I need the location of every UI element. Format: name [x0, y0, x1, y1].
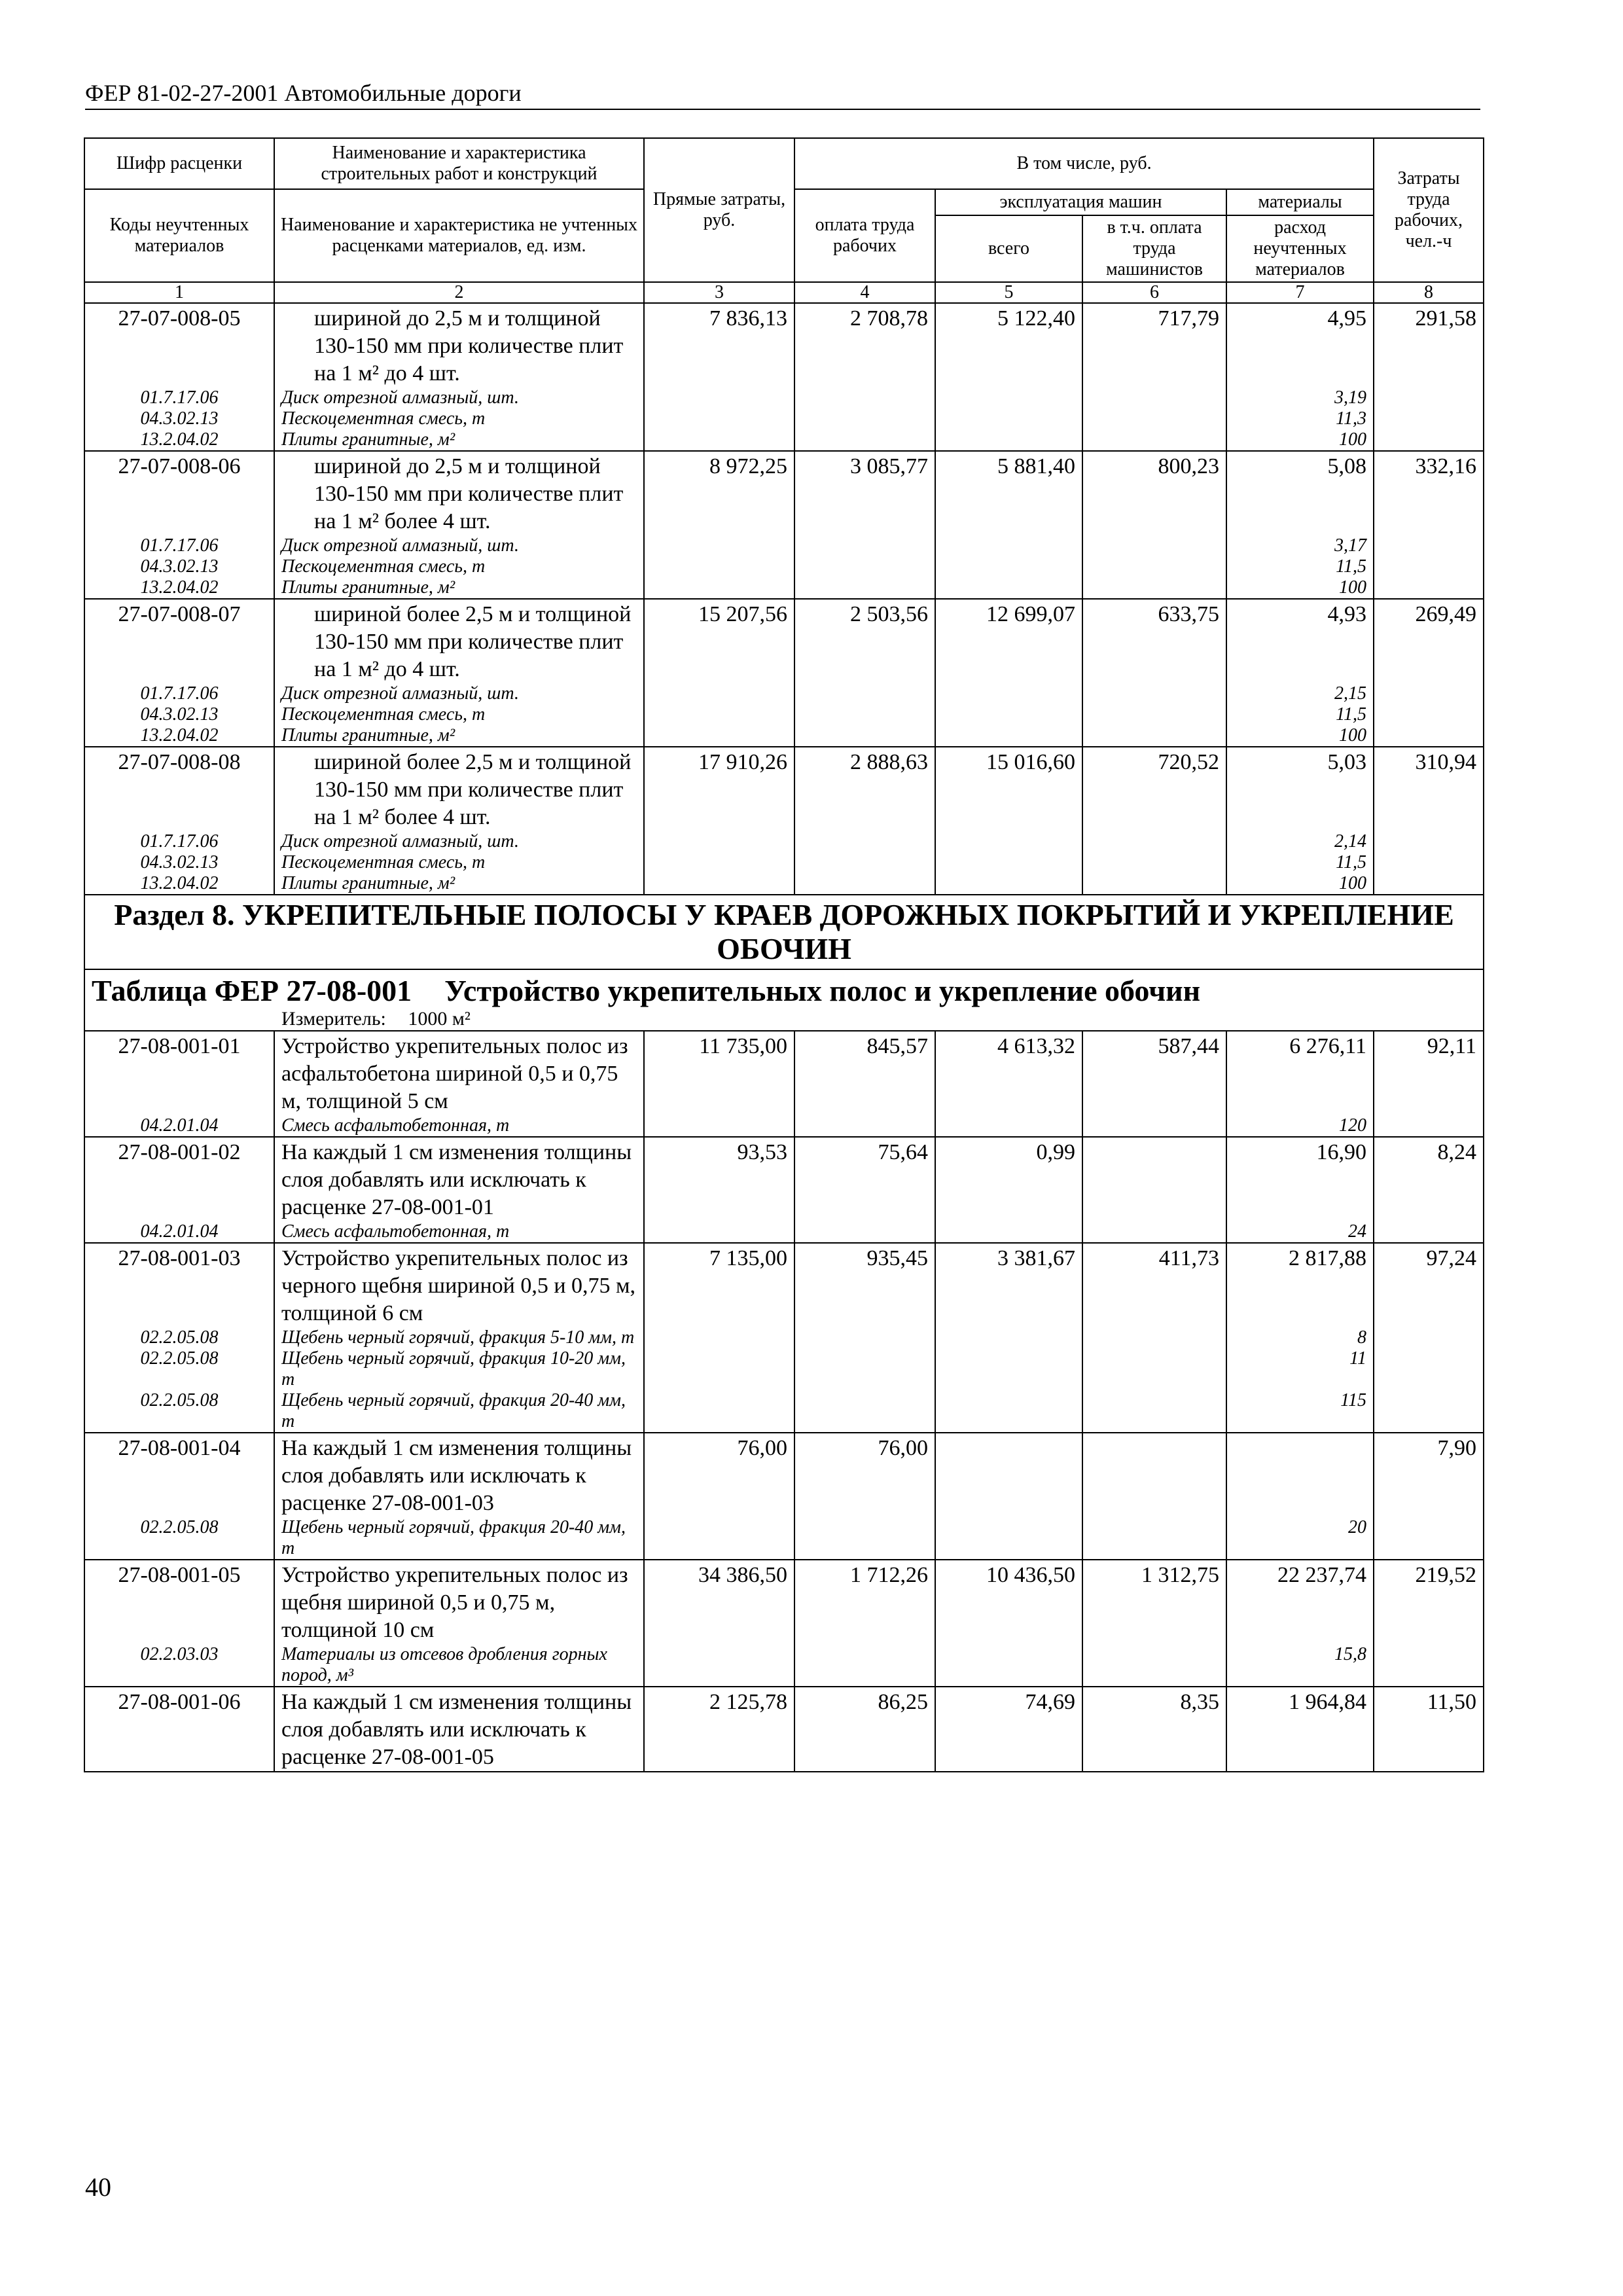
material-code: 02.2.05.08: [84, 1390, 274, 1433]
empty-cell: [935, 1348, 1082, 1390]
material-quantity: 11,5: [1226, 556, 1374, 577]
material-row: [84, 577, 1484, 599]
material-name: Пескоцементная смесь, т: [274, 704, 644, 725]
empty-cell: [794, 852, 935, 873]
material-code: 04.3.02.13: [84, 704, 274, 725]
machine-total: 15 016,60: [935, 747, 1082, 831]
material-quantity: 15,8: [1226, 1644, 1374, 1687]
material-name: Плиты гранитные, м²: [274, 873, 644, 895]
worker-pay: 935,45: [794, 1243, 935, 1327]
labor-cost: 8,24: [1374, 1137, 1484, 1221]
material-code: 02.2.05.08: [84, 1517, 274, 1560]
worker-pay: 3 085,77: [794, 451, 935, 535]
header-machinist-pay: в т.ч. оплата труда машинистов: [1082, 215, 1226, 282]
materials-cost: [1226, 1433, 1374, 1517]
empty-cell: [794, 1390, 935, 1433]
machine-total: [935, 1433, 1082, 1517]
direct-cost: 7 135,00: [644, 1243, 794, 1327]
empty-cell: [935, 725, 1082, 747]
machinist-pay: [1082, 1137, 1226, 1221]
rate-row: [84, 303, 1484, 387]
material-row: [84, 1348, 1484, 1390]
material-quantity: 2,15: [1226, 683, 1374, 704]
empty-cell: [1374, 1390, 1484, 1433]
empty-cell: [935, 704, 1082, 725]
material-row: [84, 852, 1484, 873]
machinist-pay: 587,44: [1082, 1031, 1226, 1115]
empty-cell: [1082, 704, 1226, 725]
machine-total: 10 436,50: [935, 1560, 1082, 1644]
materials-cost: 4,95: [1226, 303, 1374, 387]
empty-cell: [644, 831, 794, 852]
labor-cost: 97,24: [1374, 1243, 1484, 1327]
empty-cell: [644, 1348, 794, 1390]
material-code: 01.7.17.06: [84, 831, 274, 852]
empty-cell: [794, 1327, 935, 1348]
empty-cell: [935, 1221, 1082, 1243]
empty-cell: [1082, 1327, 1226, 1348]
empty-cell: [935, 408, 1082, 429]
column-number: 7: [1226, 282, 1374, 303]
direct-cost: 15 207,56: [644, 599, 794, 683]
material-quantity: 8: [1226, 1327, 1374, 1348]
header-worker-pay: оплата труда рабочих: [794, 189, 935, 282]
materials-cost: 1 964,84: [1226, 1687, 1374, 1772]
material-name: Диск отрезной алмазный, шт.: [274, 535, 644, 556]
header-name-unaccounted: Наименование и характеристика не учтенных расценками материалов, ед. изм.: [274, 189, 644, 282]
material-name: Смесь асфальтобетонная, т: [274, 1221, 644, 1243]
empty-cell: [1374, 1517, 1484, 1560]
empty-cell: [794, 556, 935, 577]
material-name: Пескоцементная смесь, т: [274, 852, 644, 873]
empty-cell: [1082, 1115, 1226, 1137]
material-code: 01.7.17.06: [84, 387, 274, 408]
material-quantity: 100: [1226, 873, 1374, 895]
empty-cell: [644, 1221, 794, 1243]
material-code: 13.2.04.02: [84, 725, 274, 747]
machinist-pay: 717,79: [1082, 303, 1226, 387]
rate-description: На каждый 1 см изменения толщины слоя добавлять или исключать к расценке 27-08-001-05: [274, 1687, 644, 1772]
empty-cell: [1374, 1221, 1484, 1243]
worker-pay: 2 503,56: [794, 599, 935, 683]
rate-row: [84, 451, 1484, 535]
worker-pay: 845,57: [794, 1031, 935, 1115]
material-code: 13.2.04.02: [84, 873, 274, 895]
empty-cell: [794, 1348, 935, 1390]
rate-row: [84, 1687, 1484, 1772]
empty-cell: [1082, 1348, 1226, 1390]
material-row: [84, 1327, 1484, 1348]
material-row: [84, 429, 1484, 451]
material-quantity: 2,14: [1226, 831, 1374, 852]
empty-cell: [1374, 683, 1484, 704]
empty-cell: [935, 1115, 1082, 1137]
materials-cost: 16,90: [1226, 1137, 1374, 1221]
material-quantity: 11: [1226, 1348, 1374, 1390]
material-row: [84, 1115, 1484, 1137]
empty-cell: [794, 408, 935, 429]
empty-cell: [644, 577, 794, 599]
labor-cost: 11,50: [1374, 1687, 1484, 1772]
header-machines: эксплуатация машин: [935, 189, 1226, 215]
material-quantity: 3,17: [1226, 535, 1374, 556]
rates-table: [84, 137, 1484, 1772]
empty-cell: [644, 429, 794, 451]
measure-value: 1000 м²: [408, 1008, 471, 1030]
material-name: Пескоцементная смесь, т: [274, 556, 644, 577]
direct-cost: 17 910,26: [644, 747, 794, 831]
empty-cell: [794, 683, 935, 704]
direct-cost: 11 735,00: [644, 1031, 794, 1115]
empty-cell: [1082, 387, 1226, 408]
empty-cell: [1082, 873, 1226, 895]
empty-cell: [1082, 725, 1226, 747]
machinist-pay: 411,73: [1082, 1243, 1226, 1327]
column-number: 5: [935, 282, 1082, 303]
material-row: [84, 704, 1484, 725]
rate-description: шириной до 2,5 м и толщиной 130-150 мм при количестве плит на 1 м² более 4 шт.: [274, 451, 644, 535]
column-numbers-row: [84, 282, 1484, 303]
rate-code: 27-08-001-05: [84, 1560, 274, 1644]
machine-total: 0,99: [935, 1137, 1082, 1221]
rate-description: шириной более 2,5 м и толщиной 130-150 мм при количестве плит на 1 м² до 4 шт.: [274, 599, 644, 683]
rate-description: Устройство укрепительных полос из асфальтобетона шириной 0,5 и 0,75 м, толщиной 5 см: [274, 1031, 644, 1115]
material-row: [84, 535, 1484, 556]
column-number: 4: [794, 282, 935, 303]
machinist-pay: 8,35: [1082, 1687, 1226, 1772]
labor-cost: 291,58: [1374, 303, 1484, 387]
material-code: 04.2.01.04: [84, 1221, 274, 1243]
column-number: 8: [1374, 282, 1484, 303]
material-row: [84, 683, 1484, 704]
section-title: Раздел 8. УКРЕПИТЕЛЬНЫЕ ПОЛОСЫ У КРАЕВ ДОРОЖНЫХ ПОКРЫТИЙ И УКРЕПЛЕНИЕ ОБОЧИН: [84, 895, 1484, 969]
material-row: [84, 831, 1484, 852]
rate-code: 27-07-008-06: [84, 451, 274, 535]
material-name: Плиты гранитные, м²: [274, 429, 644, 451]
header-materials: материалы: [1226, 189, 1374, 215]
rate-code: 27-08-001-06: [84, 1687, 274, 1772]
empty-cell: [1082, 429, 1226, 451]
machinist-pay: [1082, 1433, 1226, 1517]
rates-part1: [84, 303, 1484, 895]
machine-total: 12 699,07: [935, 599, 1082, 683]
rate-description: шириной до 2,5 м и толщиной 130-150 мм при количестве плит на 1 м² до 4 шт.: [274, 303, 644, 387]
header-consumption: расход неучтенных материалов: [1226, 215, 1374, 282]
direct-cost: 2 125,78: [644, 1687, 794, 1772]
header-codes-unaccounted: Коды неучтенных материалов: [84, 189, 274, 282]
materials-cost: 5,08: [1226, 451, 1374, 535]
machine-total: 3 381,67: [935, 1243, 1082, 1327]
direct-cost: 34 386,50: [644, 1560, 794, 1644]
empty-cell: [1374, 387, 1484, 408]
material-row: [84, 1517, 1484, 1560]
rate-description: Устройство укрепительных полос из черного щебня шириной 0,5 и 0,75 м, толщиной 6 см: [274, 1243, 644, 1327]
material-quantity: 100: [1226, 725, 1374, 747]
empty-cell: [794, 1644, 935, 1687]
empty-cell: [935, 873, 1082, 895]
material-row: [84, 1390, 1484, 1433]
material-quantity: 120: [1226, 1115, 1374, 1137]
machinist-pay: 633,75: [1082, 599, 1226, 683]
empty-cell: [1374, 1644, 1484, 1687]
empty-cell: [794, 387, 935, 408]
empty-cell: [644, 873, 794, 895]
worker-pay: 2 708,78: [794, 303, 935, 387]
materials-cost: 22 237,74: [1226, 1560, 1374, 1644]
empty-cell: [794, 725, 935, 747]
header-including: В том числе, руб.: [794, 138, 1374, 189]
direct-cost: 93,53: [644, 1137, 794, 1221]
column-number: 1: [84, 282, 274, 303]
empty-cell: [1374, 408, 1484, 429]
rate-code: 27-08-001-01: [84, 1031, 274, 1115]
rate-row: [84, 599, 1484, 683]
material-code: 04.3.02.13: [84, 852, 274, 873]
material-quantity: 115: [1226, 1390, 1374, 1433]
empty-cell: [644, 1327, 794, 1348]
empty-cell: [935, 683, 1082, 704]
header-cipher: Шифр расценки: [84, 138, 274, 189]
rate-row: [84, 1243, 1484, 1327]
material-name: Диск отрезной алмазный, шт.: [274, 387, 644, 408]
table-title-name: Устройство укрепительных полос и укрепление обочин: [444, 974, 1201, 1007]
material-code: 02.2.05.08: [84, 1348, 274, 1390]
empty-cell: [935, 577, 1082, 599]
rates-part2: [84, 1031, 1484, 1772]
rate-code: 27-07-008-08: [84, 747, 274, 831]
empty-cell: [1082, 556, 1226, 577]
materials-cost: 2 817,88: [1226, 1243, 1374, 1327]
empty-cell: [644, 1644, 794, 1687]
machine-total: 5 881,40: [935, 451, 1082, 535]
empty-cell: [794, 535, 935, 556]
empty-cell: [1082, 852, 1226, 873]
empty-cell: [1082, 577, 1226, 599]
material-code: 01.7.17.06: [84, 683, 274, 704]
empty-cell: [1374, 1348, 1484, 1390]
labor-cost: 310,94: [1374, 747, 1484, 831]
rate-row: [84, 1137, 1484, 1221]
measure-row: [84, 1008, 1484, 1031]
material-name: Щебень черный горячий, фракция 5-10 мм, т: [274, 1327, 644, 1348]
direct-cost: 8 972,25: [644, 451, 794, 535]
material-row: [84, 1221, 1484, 1243]
material-quantity: 3,19: [1226, 387, 1374, 408]
material-code: 13.2.04.02: [84, 429, 274, 451]
material-name: Щебень черный горячий, фракция 10-20 мм, т: [274, 1348, 644, 1390]
empty-cell: [644, 725, 794, 747]
empty-cell: [644, 1517, 794, 1560]
material-name: Щебень черный горячий, фракция 20-40 мм, т: [274, 1390, 644, 1433]
header-direct: Прямые затраты, руб.: [644, 138, 794, 282]
empty-cell: [935, 556, 1082, 577]
machinist-pay: 800,23: [1082, 451, 1226, 535]
empty-cell: [644, 408, 794, 429]
empty-cell: [1374, 873, 1484, 895]
material-name: Диск отрезной алмазный, шт.: [274, 831, 644, 852]
table-title-code: Таблица ФЕР 27-08-001: [92, 974, 412, 1007]
rate-description: На каждый 1 см изменения толщины слоя добавлять или исключать к расценке 27-08-001-01: [274, 1137, 644, 1221]
empty-cell: [935, 852, 1082, 873]
material-code: 04.3.02.13: [84, 408, 274, 429]
material-name: Материалы из отсевов дробления горных пород, м³: [274, 1644, 644, 1687]
empty-cell: [1374, 1115, 1484, 1137]
material-name: Плиты гранитные, м²: [274, 725, 644, 747]
material-quantity: 11,5: [1226, 852, 1374, 873]
empty-cell: [1374, 556, 1484, 577]
rate-row: [84, 1031, 1484, 1115]
empty-cell: [644, 535, 794, 556]
empty-cell: [1082, 1517, 1226, 1560]
material-code: 02.2.03.03: [84, 1644, 274, 1687]
empty-cell: [1374, 852, 1484, 873]
material-name: Смесь асфальтобетонная, т: [274, 1115, 644, 1137]
empty-cell: [794, 873, 935, 895]
machine-total: 4 613,32: [935, 1031, 1082, 1115]
material-quantity: 11,3: [1226, 408, 1374, 429]
empty-cell: [644, 556, 794, 577]
empty-cell: [644, 852, 794, 873]
empty-cell: [1082, 683, 1226, 704]
labor-cost: 92,11: [1374, 1031, 1484, 1115]
materials-cost: 4,93: [1226, 599, 1374, 683]
empty-cell: [935, 1517, 1082, 1560]
empty-cell: [935, 831, 1082, 852]
page-number: 40: [85, 2172, 111, 2202]
rate-code: 27-07-008-07: [84, 599, 274, 683]
material-code: 02.2.05.08: [84, 1327, 274, 1348]
document-title: ФЕР 81-02-27-2001 Автомобильные дороги: [85, 80, 522, 106]
empty-cell: [794, 577, 935, 599]
empty-cell: [1374, 831, 1484, 852]
material-name: Щебень черный горячий, фракция 20-40 мм, т: [274, 1517, 644, 1560]
rate-code: 27-08-001-03: [84, 1243, 274, 1327]
rate-row: [84, 747, 1484, 831]
table-title: [84, 969, 1484, 1008]
rate-code: 27-07-008-05: [84, 303, 274, 387]
worker-pay: 75,64: [794, 1137, 935, 1221]
empty-cell: [1374, 535, 1484, 556]
materials-cost: 6 276,11: [1226, 1031, 1374, 1115]
empty-cell: [644, 1115, 794, 1137]
material-quantity: 100: [1226, 429, 1374, 451]
rate-row: [84, 1560, 1484, 1644]
material-code: 01.7.17.06: [84, 535, 274, 556]
material-row: [84, 725, 1484, 747]
labor-cost: 332,16: [1374, 451, 1484, 535]
worker-pay: 1 712,26: [794, 1560, 935, 1644]
material-quantity: 11,5: [1226, 704, 1374, 725]
empty-cell: [644, 1390, 794, 1433]
empty-cell: [935, 535, 1082, 556]
empty-cell: [935, 429, 1082, 451]
direct-cost: 76,00: [644, 1433, 794, 1517]
empty-cell: [1374, 1327, 1484, 1348]
rate-code: 27-08-001-04: [84, 1433, 274, 1517]
material-row: [84, 873, 1484, 895]
labor-cost: 269,49: [1374, 599, 1484, 683]
empty-cell: [1374, 725, 1484, 747]
material-code: 04.3.02.13: [84, 556, 274, 577]
empty-cell: [1082, 1221, 1226, 1243]
material-code: 13.2.04.02: [84, 577, 274, 599]
section-block: [84, 895, 1484, 1031]
material-quantity: 20: [1226, 1517, 1374, 1560]
empty-cell: [935, 387, 1082, 408]
empty-cell: [644, 387, 794, 408]
machinist-pay: 1 312,75: [1082, 1560, 1226, 1644]
worker-pay: 2 888,63: [794, 747, 935, 831]
material-row: [84, 408, 1484, 429]
column-number: 2: [274, 282, 644, 303]
empty-cell: [1082, 1644, 1226, 1687]
material-name: Диск отрезной алмазный, шт.: [274, 683, 644, 704]
column-number: 6: [1082, 282, 1226, 303]
material-row: [84, 387, 1484, 408]
direct-cost: 7 836,13: [644, 303, 794, 387]
material-name: Плиты гранитные, м²: [274, 577, 644, 599]
column-number: 3: [644, 282, 794, 303]
rate-row: [84, 1433, 1484, 1517]
empty-cell: [794, 429, 935, 451]
material-quantity: 100: [1226, 577, 1374, 599]
empty-cell: [1374, 429, 1484, 451]
empty-cell: [794, 1115, 935, 1137]
labor-cost: 219,52: [1374, 1560, 1484, 1644]
empty-cell: [644, 683, 794, 704]
machine-total: 74,69: [935, 1687, 1082, 1772]
empty-cell: [794, 704, 935, 725]
empty-cell: [1374, 704, 1484, 725]
material-name: Пескоцементная смесь, т: [274, 408, 644, 429]
empty-cell: [1082, 1390, 1226, 1433]
rate-code: 27-08-001-02: [84, 1137, 274, 1221]
empty-cell: [935, 1390, 1082, 1433]
material-row: [84, 556, 1484, 577]
machinist-pay: 720,52: [1082, 747, 1226, 831]
rate-description: На каждый 1 см изменения толщины слоя добавлять или исключать к расценке 27-08-001-03: [274, 1433, 644, 1517]
header-name-char: Наименование и характеристика строительных работ и конструкций: [274, 138, 644, 189]
material-quantity: 24: [1226, 1221, 1374, 1243]
material-code: 04.2.01.04: [84, 1115, 274, 1137]
labor-cost: 7,90: [1374, 1433, 1484, 1517]
header-total: всего: [935, 215, 1082, 282]
materials-cost: 5,03: [1226, 747, 1374, 831]
empty-cell: [644, 704, 794, 725]
header-labor: Затраты труда рабочих, чел.-ч: [1374, 138, 1484, 282]
page-header: [85, 77, 1480, 110]
empty-cell: [935, 1327, 1082, 1348]
worker-pay: 76,00: [794, 1433, 935, 1517]
empty-cell: [935, 1644, 1082, 1687]
empty-cell: [1374, 577, 1484, 599]
empty-cell: [1082, 535, 1226, 556]
empty-cell: [794, 1517, 935, 1560]
rate-description: Устройство укрепительных полос из щебня шириной 0,5 и 0,75 м, толщиной 10 см: [274, 1560, 644, 1644]
measure-label: Измеритель:: [281, 1008, 386, 1030]
empty-cell: [794, 1221, 935, 1243]
worker-pay: 86,25: [794, 1687, 935, 1772]
empty-cell: [1082, 831, 1226, 852]
machine-total: 5 122,40: [935, 303, 1082, 387]
empty-cell: [1082, 408, 1226, 429]
material-row: [84, 1644, 1484, 1687]
rate-description: шириной более 2,5 м и толщиной 130-150 мм при количестве плит на 1 м² более 4 шт.: [274, 747, 644, 831]
empty-cell: [794, 831, 935, 852]
